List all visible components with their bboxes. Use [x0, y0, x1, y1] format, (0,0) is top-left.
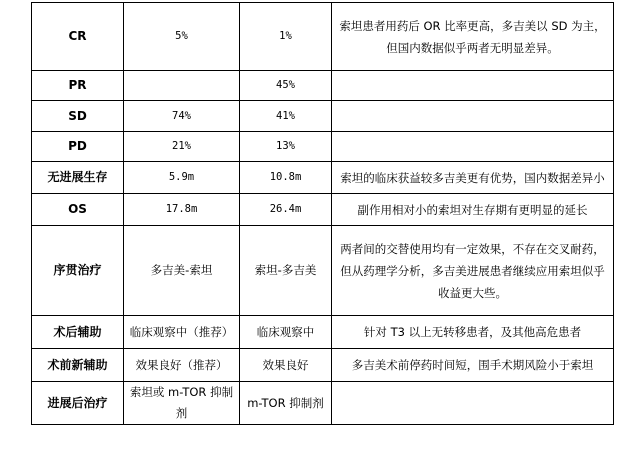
cell-drug-b: 45%: [240, 71, 332, 101]
table-row: [32, 316, 614, 349]
cell-note: 两者间的交替使用均有一定效果，不存在交叉耐药，但从药理学分析，多吉美进展患者继续应用索坦似乎收益更大些。: [332, 226, 614, 316]
cell-drug-b: 临床观察中: [240, 316, 332, 349]
cell-drug-b: 1%: [240, 3, 332, 71]
cell-note: [332, 101, 614, 132]
cell-drug-b: 10.8m: [240, 162, 332, 194]
row-label: 术后辅助: [32, 316, 124, 349]
cell-drug-a: 5%: [124, 3, 240, 71]
table-row: [32, 3, 614, 71]
cell-drug-b: m-TOR 抑制剂: [240, 382, 332, 425]
comparison-table: [31, 2, 614, 425]
table-row: [32, 162, 614, 194]
row-label: SD: [32, 101, 124, 132]
row-label: 序贯治疗: [32, 226, 124, 316]
cell-drug-b: 26.4m: [240, 194, 332, 226]
row-label: OS: [32, 194, 124, 226]
row-label: CR: [32, 3, 124, 71]
cell-note: 索坦患者用药后 OR 比率更高，多吉美以 SD 为主，但国内数据似乎两者无明显差异。: [332, 3, 614, 71]
row-label: 进展后治疗: [32, 382, 124, 425]
table-row: [32, 382, 614, 425]
table-row: [32, 101, 614, 132]
cell-drug-a: 17.8m: [124, 194, 240, 226]
cell-drug-b: 41%: [240, 101, 332, 132]
cell-drug-a: 5.9m: [124, 162, 240, 194]
cell-drug-b: 索坦-多吉美: [240, 226, 332, 316]
row-label: 术前新辅助: [32, 349, 124, 382]
row-label: PD: [32, 132, 124, 162]
cell-drug-b: 13%: [240, 132, 332, 162]
row-label: PR: [32, 71, 124, 101]
table-row: [32, 71, 614, 101]
table-row: [32, 226, 614, 316]
cell-note: [332, 382, 614, 425]
cell-drug-a: [124, 71, 240, 101]
cell-note: 多吉美术前停药时间短，围手术期风险小于索坦: [332, 349, 614, 382]
cell-drug-a: 74%: [124, 101, 240, 132]
cell-drug-a: 21%: [124, 132, 240, 162]
cell-note: [332, 71, 614, 101]
cell-drug-a: 临床观察中（推荐）: [124, 316, 240, 349]
cell-note: 针对 T3 以上无转移患者，及其他高危患者: [332, 316, 614, 349]
cell-drug-a: 效果良好（推荐）: [124, 349, 240, 382]
cell-drug-a: 多吉美-索坦: [124, 226, 240, 316]
table-row: [32, 132, 614, 162]
row-label: 无进展生存: [32, 162, 124, 194]
table-row: [32, 349, 614, 382]
cell-note: [332, 132, 614, 162]
cell-note: 副作用相对小的索坦对生存期有更明显的延长: [332, 194, 614, 226]
cell-note: 索坦的临床获益较多吉美更有优势，国内数据差异小: [332, 162, 614, 194]
cell-drug-b: 效果良好: [240, 349, 332, 382]
cell-drug-a: 索坦或 m-TOR 抑制剂: [124, 382, 240, 425]
table-row: [32, 194, 614, 226]
